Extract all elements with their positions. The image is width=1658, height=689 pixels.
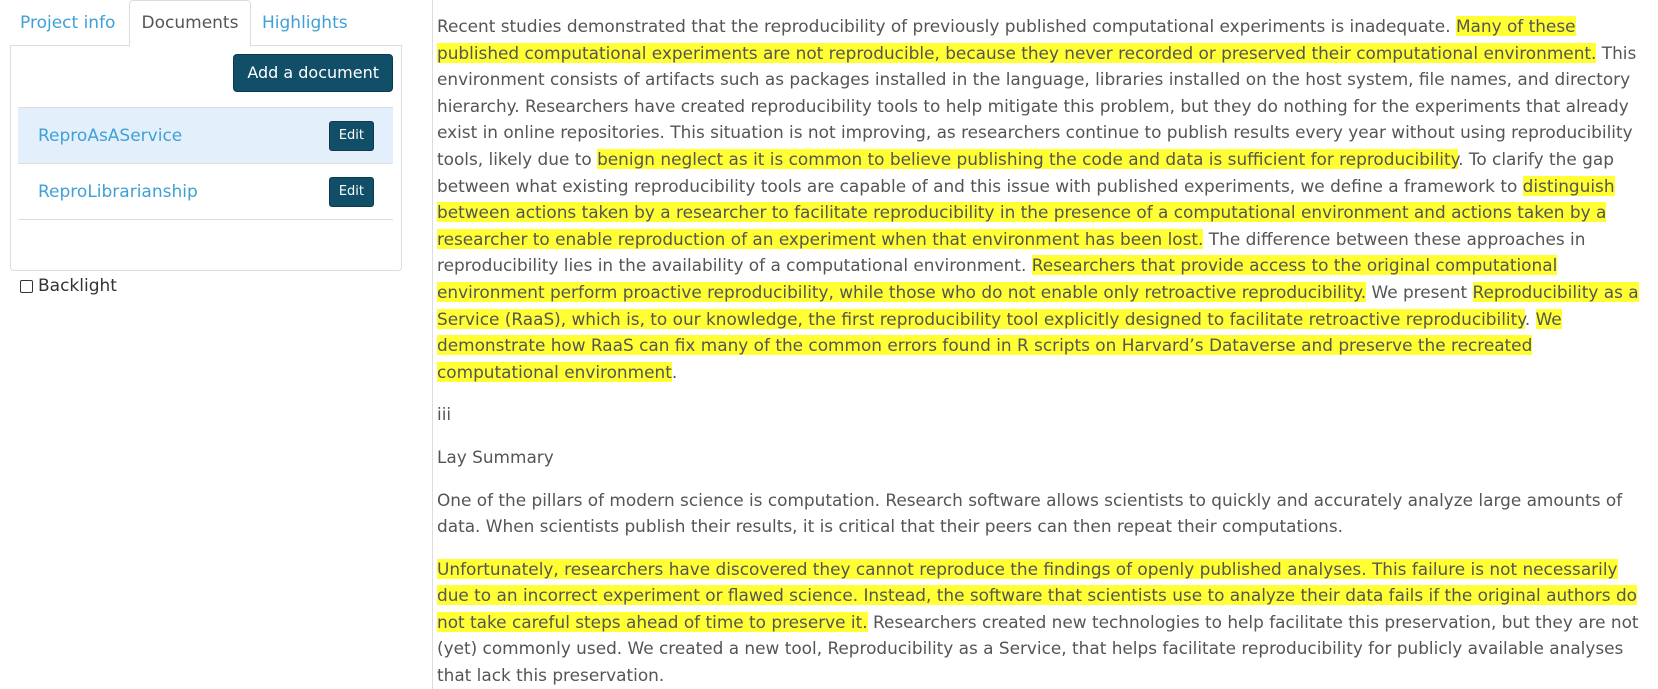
tab-project-info[interactable]: Project info bbox=[20, 13, 116, 33]
highlighted-text[interactable]: Unfortunately, researchers have discovered they cannot reproduce the findings of openly published analyses. This failure is not necessarily due to an incorrect experiment or flawed science. Instead, the software that scientists use to analyze their data fails if the original authors do not take careful steps ahead of time to preserve it. bbox=[437, 558, 1638, 632]
body-text: . bbox=[1524, 308, 1536, 329]
highlighted-text[interactable]: Many of these published computational experiments are not reproducible, because they never recorded or preserved their computational environment. bbox=[437, 16, 1597, 63]
document-link[interactable]: ReproLibrarianship bbox=[38, 182, 198, 202]
lay-summary-paragraph-2 bbox=[437, 556, 1647, 689]
document-link[interactable]: ReproAsAService bbox=[38, 126, 183, 146]
page-number: iii bbox=[437, 404, 452, 425]
panel-divider bbox=[432, 0, 433, 689]
body-text: . To clarify the gap between what existing reproducibility tools are capable of and this issue with published experiments, we define a framework to bbox=[437, 148, 1614, 196]
edit-button[interactable]: Edit bbox=[329, 121, 374, 151]
backlight-label: Backlight bbox=[38, 276, 117, 296]
body-text: Recent studies demonstrated that the reproducibility of previously published computational experiments is inadequate. bbox=[437, 16, 1456, 36]
document-item-reprolibrarianship[interactable] bbox=[18, 164, 393, 220]
abstract-paragraph bbox=[437, 13, 1647, 385]
body-text: . bbox=[671, 361, 678, 382]
highlighted-text[interactable]: distinguish between actions taken by a researcher to facilitate reproducibility in the presence of a computational environment and actions taken by a researcher to enable reproduction of an experiment when that environment has been lost. bbox=[437, 175, 1615, 249]
body-text: The difference between these approaches in reproducibility lies in the availability of a computational environment. bbox=[437, 228, 1586, 276]
tab-documents[interactable]: Documents bbox=[129, 0, 251, 47]
body-text: This environment consists of artifacts such as packages installed in the language, libraries installed on the host system, file names, and directory hierarchy. Researchers have created reproducibility tools to help mitigate this problem, but they do nothing for the experiments that already exist in online repositories. This situation is not improving, as researchers continue to publish results every year without using reproducibility tools, likely due to bbox=[437, 42, 1637, 169]
body-text: We present bbox=[1366, 281, 1473, 302]
documents-panel bbox=[10, 46, 402, 296]
highlighted-text[interactable]: Reproducibility as a Service (RaaS), which is, to our knowledge, the first reproducibility tool explicitly designed to facilitate retroactive reproducibility bbox=[437, 281, 1639, 329]
tab-bar bbox=[10, 0, 402, 46]
edit-button[interactable]: Edit bbox=[329, 177, 374, 207]
highlighted-text[interactable]: We demonstrate how RaaS can fix many of the common errors found in R scripts on Harvard’s Dataverse and preserve the recreated computational environment bbox=[437, 308, 1562, 382]
add-document-button[interactable]: Add a document bbox=[233, 54, 393, 92]
document-viewer bbox=[437, 13, 1647, 689]
lay-summary-heading: Lay Summary bbox=[437, 446, 554, 467]
lay-summary-paragraph-1 bbox=[437, 487, 1647, 540]
document-list bbox=[18, 107, 393, 220]
document-item-reproasaservice[interactable] bbox=[18, 108, 393, 164]
backlight-checkbox[interactable] bbox=[20, 280, 33, 293]
body-text: One of the pillars of modern science is computation. Research software allows scientists to quickly and accurately analyze large amounts of data. When scientists publish their results, it is critical that their peers can then repeat their computations. bbox=[437, 489, 1623, 537]
tab-highlights[interactable]: Highlights bbox=[262, 13, 348, 33]
highlighted-text[interactable]: benign neglect as it is common to believe publishing the code and data is sufficient for reproducibility bbox=[597, 148, 1459, 169]
body-text: Researchers created new technologies to help facilitate this preservation, but they are not (yet) commonly used. We created a new tool, Reproducibility as a Service, that helps facilitate reproducibility for publicly available analyses that lack this preservation. bbox=[437, 611, 1639, 686]
left-panel bbox=[10, 0, 402, 296]
highlighted-text[interactable]: Researchers that provide access to the original computational environment perform proactive reproducibility, while those who do not enable only retroactive reproducibility. bbox=[437, 255, 1558, 302]
backlight-toggle[interactable] bbox=[20, 276, 117, 296]
